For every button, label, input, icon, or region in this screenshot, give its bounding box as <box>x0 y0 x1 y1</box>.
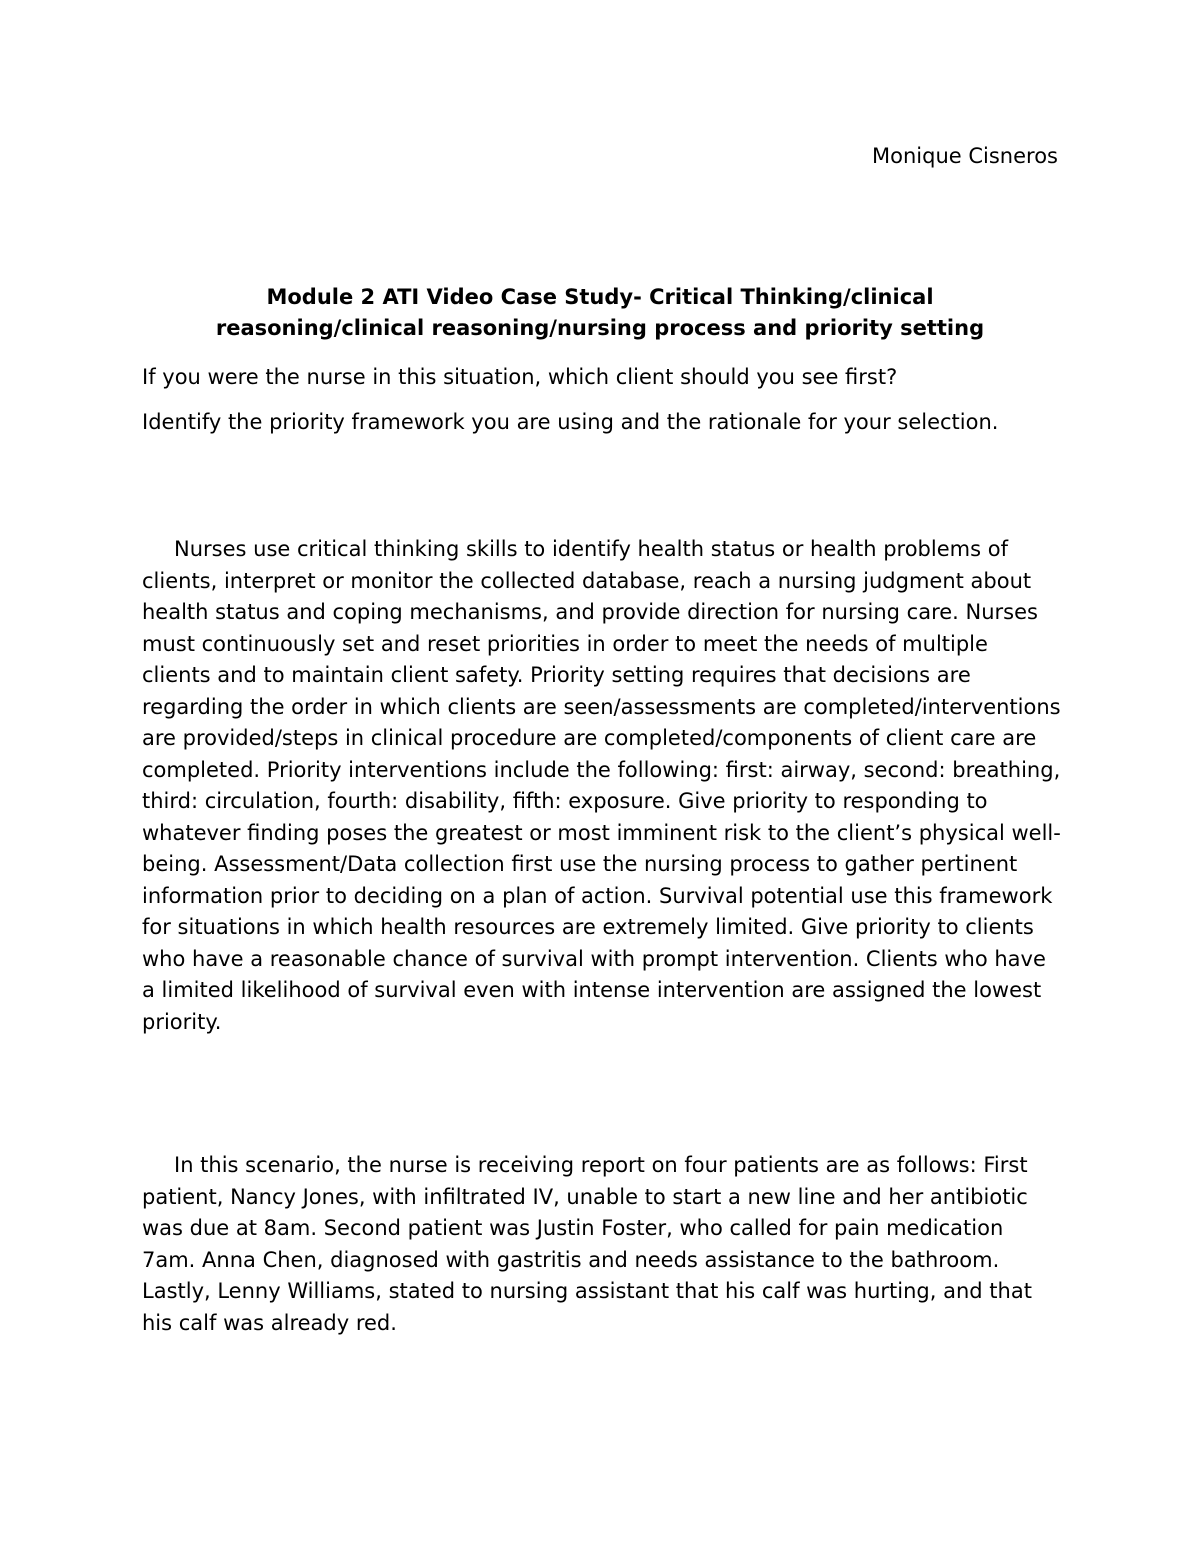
title-line-2: reasoning/clinical reasoning/nursing process and priority setting <box>215 316 985 340</box>
question-2: Identify the priority framework you are using and the rationale for your selection. <box>142 410 999 434</box>
author-name: Monique Cisneros <box>872 144 1058 168</box>
question-1: If you were the nurse in this situation, which client should you see first? <box>142 365 898 389</box>
title-line-1: Module 2 ATI Video Case Study- Critical Thinking/clinical <box>266 285 934 309</box>
paragraph-priority-framework: Nurses use critical thinking skills to identify health status or health problems of clients, interpret or monitor the collected database, reach a nursing judgment about health status and coping mechanisms, and provide direction for nursing care. Nurses must continuously set and reset priorities in order to meet the needs of multiple clients and to maintain client safety. Priority setting requires that decisions are regarding the order in which clients are seen/assessments are completed/interventions are provided/steps in clinical procedure are completed/components of client care are completed. Priority interventions include the following: first: airway, second: breathing, third: circulation, fourth: disability, fifth: exposure. Give priority to responding to whatever finding poses the greatest or most imminent risk to the client’s physical well-being. Assessment/Data collection first use the nursing process to gather pertinent information prior to deciding on a plan of action. Survival potential use this framework for situations in which health resources are extremely limited. Give priority to clients who have a reasonable chance of survival with prompt intervention. Clients who have a limited likelihood of survival even with intense intervention are assigned the lowest priority. <box>142 537 1061 1034</box>
paragraph-scenario: In this scenario, the nurse is receiving report on four patients are as follows: First patient, Nancy Jones, with infiltrated IV, unable to start a new line and her antibiotic was due at 8am. Second patient was Justin Foster, who called for pain medication 7am. Anna Chen, diagnosed with gastritis and needs assistance to the bathroom. Lastly, Lenny Williams, stated to nursing assistant that his calf was hurting, and that his calf was already red. <box>142 1153 1032 1335</box>
document-title <box>142 282 1058 344</box>
